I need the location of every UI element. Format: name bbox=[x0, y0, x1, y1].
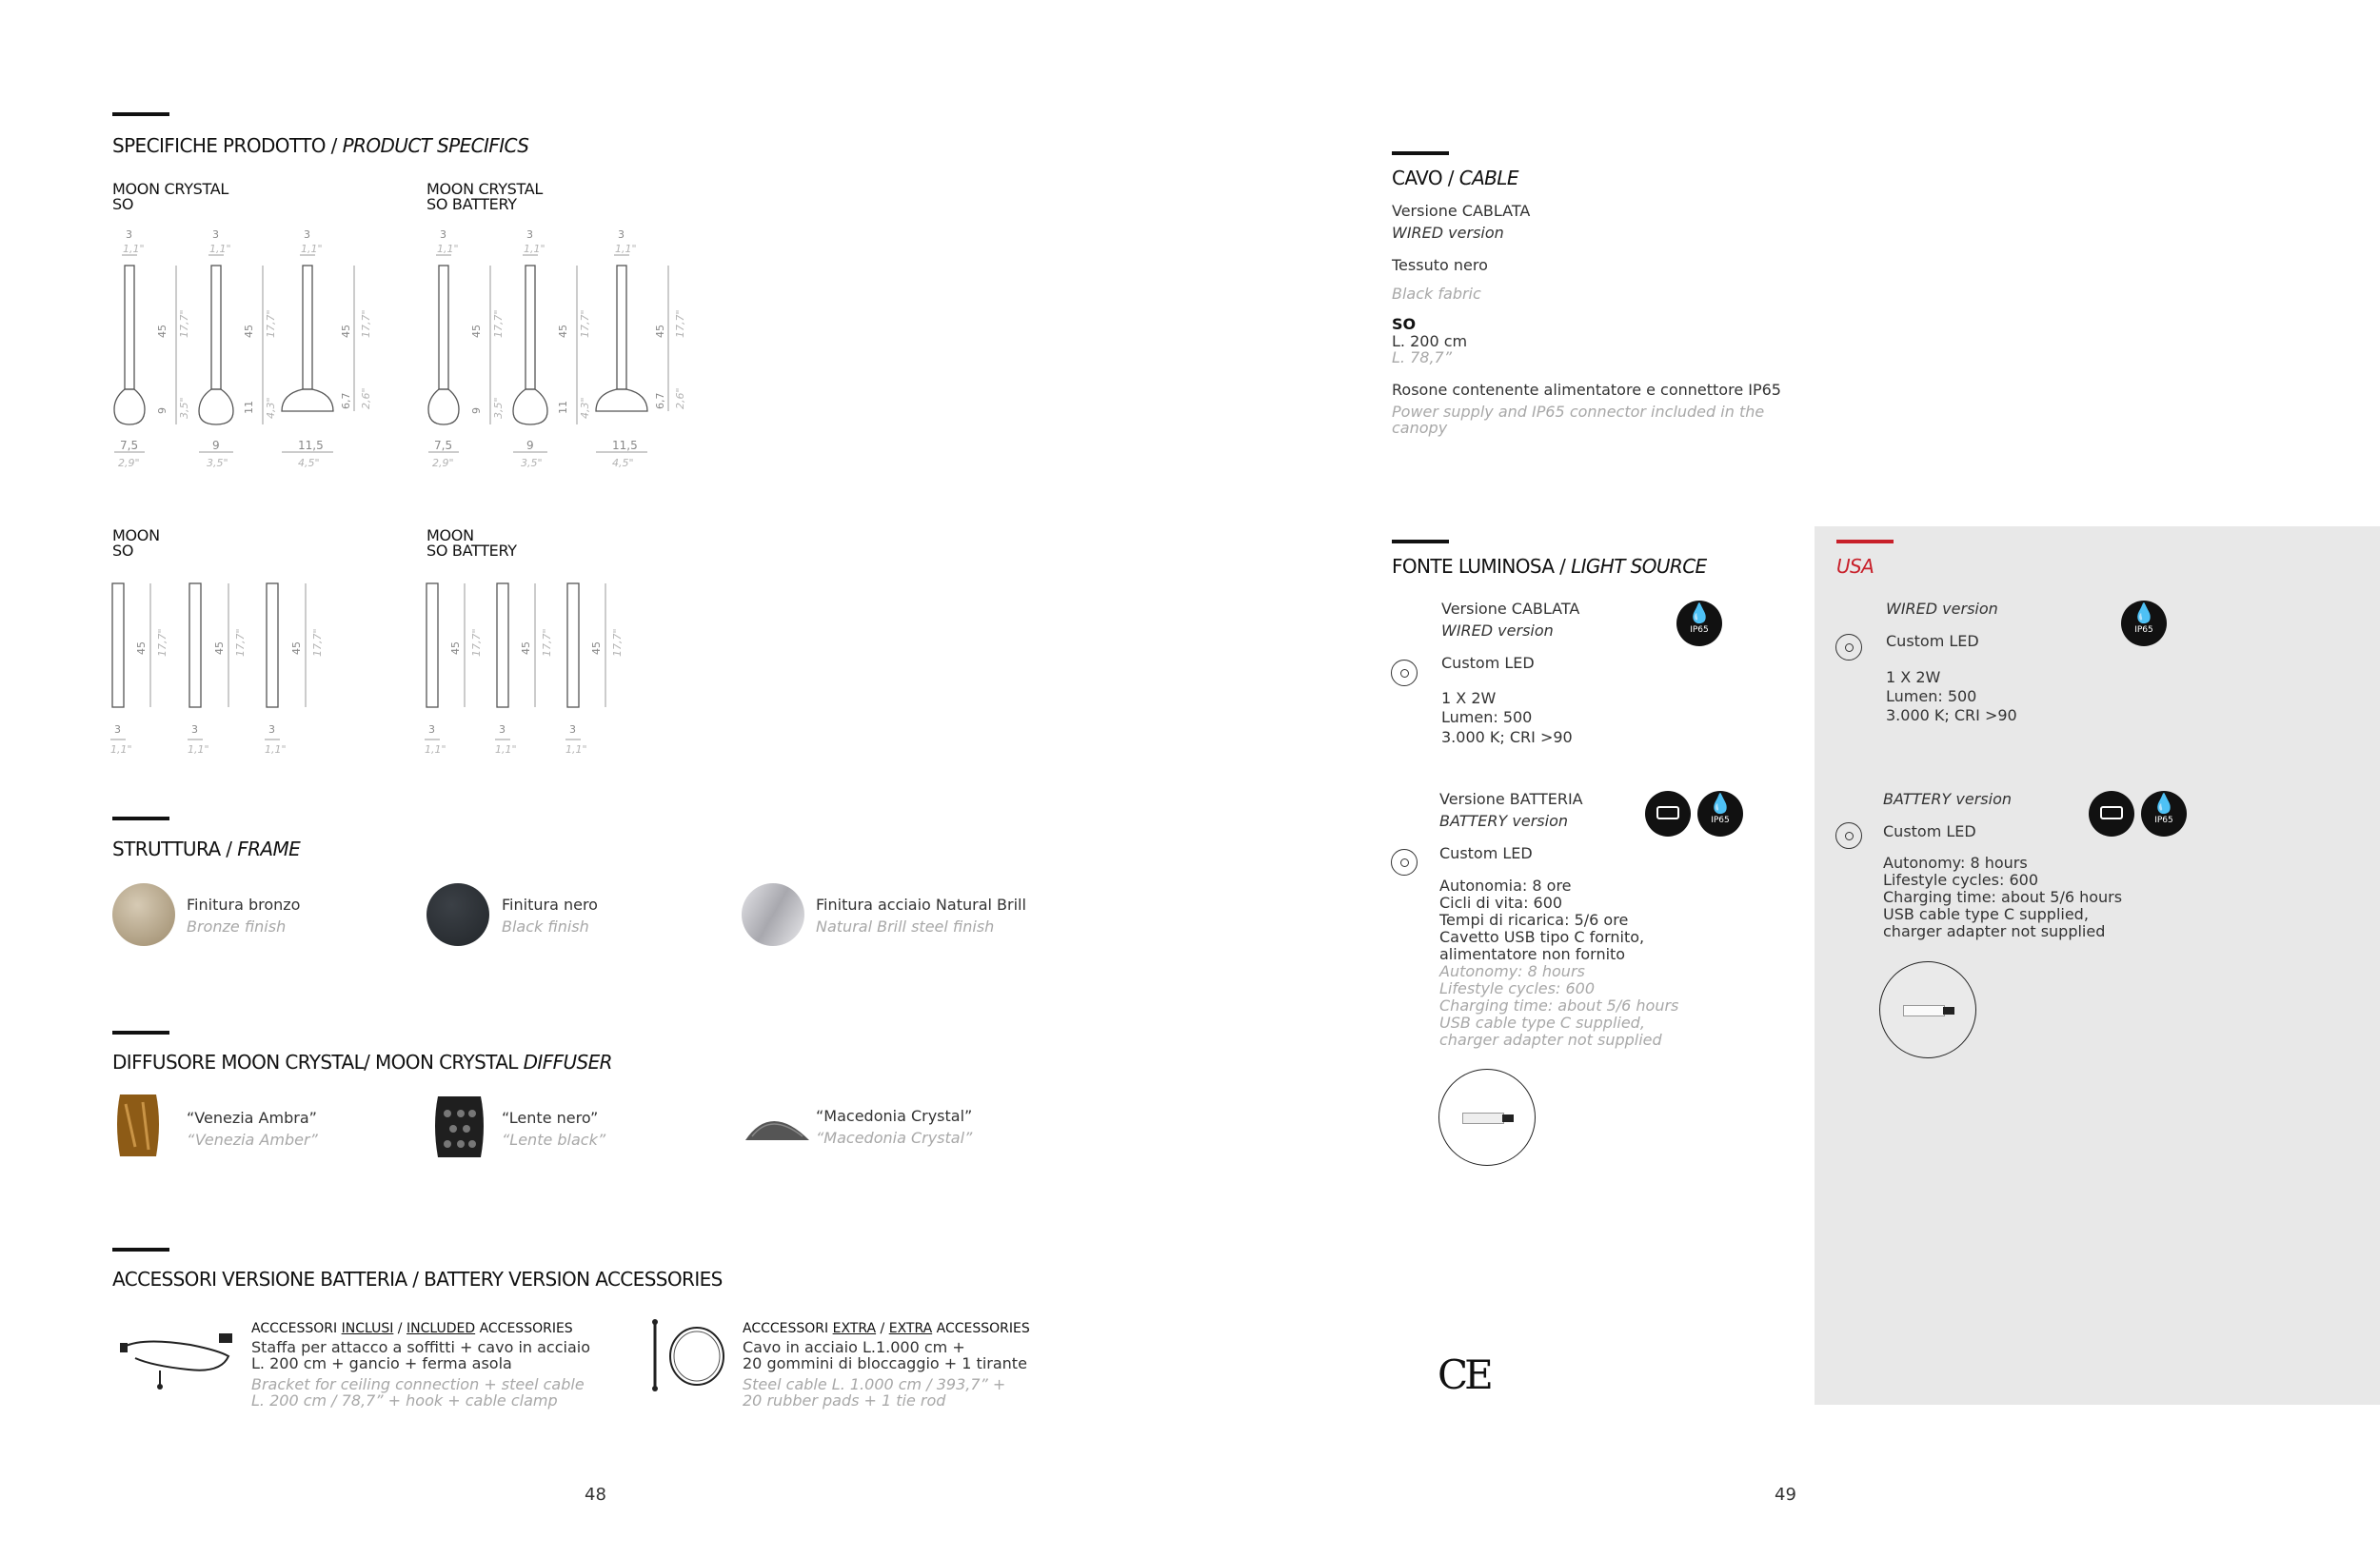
diffuser-images bbox=[0, 0, 857, 1180]
dim-label: 3 bbox=[268, 723, 275, 736]
finish-label-en: Black finish bbox=[502, 917, 589, 936]
cable-rosone-en: canopy bbox=[1392, 419, 1448, 437]
dim-label: 4,5" bbox=[298, 457, 320, 469]
dim-label: 3 bbox=[304, 228, 310, 241]
dim-label: 9 bbox=[526, 439, 534, 452]
dim-label: 45 bbox=[520, 641, 532, 655]
group-label: MOON CRYSTAL SO bbox=[112, 180, 229, 213]
dim-label: 17,7" bbox=[311, 628, 324, 657]
accessory-extra-image bbox=[647, 1318, 743, 1394]
section-bar bbox=[1392, 151, 1449, 155]
extra-text-en: 20 rubber pads + 1 tie rod bbox=[743, 1391, 946, 1410]
dim-label: 3 bbox=[114, 723, 121, 736]
ip65-icon: 💧 IP65 bbox=[1676, 601, 1722, 646]
dim-label: 1,1" bbox=[209, 243, 231, 255]
dim-label: 17,7" bbox=[674, 309, 686, 338]
dim-label: 3 bbox=[428, 723, 435, 736]
dim-label: 45 bbox=[340, 325, 352, 338]
specifics-title: SPECIFICHE PRODOTTO / PRODUCT SPECIFICS bbox=[112, 134, 529, 157]
cable-fabric: Tessuto nero bbox=[1392, 256, 1488, 274]
spec-line: alimentatore non fornito bbox=[1439, 945, 1626, 963]
spec-line: Cicli di vita: 600 bbox=[1439, 894, 1563, 912]
frame-title: STRUTTURA / FRAME bbox=[112, 838, 301, 860]
dim-label: 17,7" bbox=[360, 309, 372, 338]
finish-label: Finitura acciaio Natural Brill bbox=[816, 896, 1026, 914]
dim-label: 1,1" bbox=[110, 743, 132, 756]
spec-line: Cavetto USB tipo C fornito, bbox=[1439, 928, 1645, 946]
spec-line: Charging time: about 5/6 hours bbox=[1883, 888, 2123, 906]
dim-label: 45 bbox=[654, 325, 666, 338]
spec-line: Tempi di ricarica: 5/6 ore bbox=[1439, 911, 1629, 929]
dim-label: 3 bbox=[618, 228, 625, 241]
dim-label: 17,7" bbox=[470, 628, 483, 657]
dim-label: 1,1" bbox=[437, 243, 459, 255]
dim-label: 45 bbox=[156, 325, 169, 338]
ip65-icon: 💧 IP65 bbox=[2121, 601, 2167, 646]
diffuser-label: “Macedonia Crystal” bbox=[816, 1107, 973, 1125]
cable-rosone-en: Power supply and IP65 connector included in the bbox=[1392, 403, 1765, 421]
extra-head: ACCCESSORI EXTRA / EXTRA ACCESSORIES bbox=[743, 1321, 1030, 1336]
usa-title: USA bbox=[1836, 555, 1874, 578]
dim-label: 45 bbox=[290, 641, 303, 655]
led-icon bbox=[1835, 634, 1862, 661]
dim-label: 7,5 bbox=[120, 439, 139, 452]
led-cri: 3.000 K; CRI >90 bbox=[1441, 728, 1573, 746]
included-text: Staffa per attacco a soffitti + cavo in acciaio bbox=[251, 1338, 590, 1356]
usa-led-cri: 3.000 K; CRI >90 bbox=[1886, 706, 2017, 724]
battery-icon bbox=[1645, 791, 1691, 837]
cable-rosone: Rosone contenente alimentatore e connettore IP65 bbox=[1392, 381, 1781, 399]
ip65-icon: 💧 IP65 bbox=[1697, 791, 1743, 837]
dim-label: 2,6" bbox=[674, 387, 686, 409]
included-text-en: L. 200 cm / 78,7” + hook + cable clamp bbox=[251, 1391, 558, 1410]
diffuser-title: DIFFUSORE MOON CRYSTAL/ MOON CRYSTAL DIFFUSER bbox=[112, 1051, 612, 1074]
led-icon bbox=[1835, 822, 1862, 849]
dim-label: 45 bbox=[213, 641, 226, 655]
led-type: Custom LED bbox=[1441, 654, 1535, 672]
page-number: 48 bbox=[585, 1485, 606, 1505]
spec-line: USB cable type C supplied, bbox=[1883, 905, 2089, 923]
led-icon bbox=[1391, 849, 1418, 876]
usa-led-type: Custom LED bbox=[1886, 632, 1979, 650]
dim-label: 4,5" bbox=[612, 457, 634, 469]
usa-wired-version: WIRED version bbox=[1886, 600, 1998, 618]
ce-mark: CE bbox=[1438, 1351, 1490, 1398]
dim-label: 9 bbox=[470, 407, 483, 414]
battery-version: Versione BATTERIA bbox=[1439, 790, 1583, 808]
spec-line: Lifestyle cycles: 600 bbox=[1883, 871, 2038, 889]
dim-label: 2,6" bbox=[360, 387, 372, 409]
dim-label: 45 bbox=[557, 325, 569, 338]
dim-label: 17,7" bbox=[234, 628, 247, 657]
dim-label: 45 bbox=[243, 325, 255, 338]
dim-label: 3 bbox=[440, 228, 446, 241]
section-bar bbox=[1392, 540, 1449, 543]
dim-label: 6,7 bbox=[654, 392, 666, 409]
dim-label: 45 bbox=[449, 641, 462, 655]
spec-line: Autonomy: 8 hours bbox=[1883, 854, 2028, 872]
dim-label: 45 bbox=[135, 641, 148, 655]
ip65-icon: 💧 IP65 bbox=[2141, 791, 2187, 837]
dim-label: 3 bbox=[526, 228, 533, 241]
battery-specs-en bbox=[1439, 963, 1678, 1049]
usa-led-lumen: Lumen: 500 bbox=[1886, 687, 1977, 705]
dim-label: 11,5 bbox=[298, 439, 324, 452]
dim-label: 3 bbox=[499, 723, 506, 736]
usa-led-type: Custom LED bbox=[1883, 822, 1976, 840]
led-lumen: Lumen: 500 bbox=[1441, 708, 1533, 726]
venezia-amber-diffuser bbox=[117, 1095, 159, 1156]
diffuser-label: “Venezia Ambra” bbox=[187, 1109, 317, 1127]
spec-line: Autonomy: 8 hours bbox=[1439, 962, 1585, 980]
battery-icon bbox=[2089, 791, 2134, 837]
cable-version-en: WIRED version bbox=[1392, 224, 1504, 242]
included-text-en: Bracket for ceiling connection + steel cable bbox=[251, 1375, 585, 1393]
page-number: 49 bbox=[1775, 1485, 1796, 1505]
dim-label: 17,7" bbox=[579, 309, 591, 338]
dim-label: 1,1" bbox=[188, 743, 209, 756]
cable-length: L. 200 cm bbox=[1392, 332, 1468, 350]
dim-label: 17,7" bbox=[492, 309, 505, 338]
dim-label: 3 bbox=[569, 723, 576, 736]
dim-label: 1,1" bbox=[565, 743, 587, 756]
spec-line: Autonomia: 8 ore bbox=[1439, 877, 1572, 895]
usa-battery-specs bbox=[1883, 855, 2122, 940]
dim-label: 9 bbox=[212, 439, 220, 452]
dim-label: 1,1" bbox=[123, 243, 145, 255]
usa-led-power: 1 X 2W bbox=[1886, 668, 1941, 686]
dim-label: 9 bbox=[156, 407, 169, 414]
dim-label: 3 bbox=[212, 228, 219, 241]
section-bar bbox=[1836, 540, 1894, 543]
led-type: Custom LED bbox=[1439, 844, 1533, 862]
diffuser-label-en: “Macedonia Crystal” bbox=[816, 1129, 973, 1147]
extra-text: Cavo in acciaio L.1.000 cm + bbox=[743, 1338, 965, 1356]
battery-version-en: BATTERY version bbox=[1439, 812, 1568, 830]
dim-label: 1,1" bbox=[301, 243, 323, 255]
group-label: MOON SO bbox=[112, 526, 160, 560]
extra-text: 20 gommini di bloccaggio + 1 tirante bbox=[743, 1354, 1027, 1372]
dim-label: 1,1" bbox=[495, 743, 517, 756]
dim-label: 45 bbox=[590, 641, 603, 655]
finish-label-en: Bronze finish bbox=[187, 917, 287, 936]
dim-label: 3,5" bbox=[207, 457, 228, 469]
spec-line: charger adapter not supplied bbox=[1883, 922, 2106, 940]
wired-version-en: WIRED version bbox=[1441, 621, 1554, 640]
dim-label: 17,7" bbox=[611, 628, 624, 657]
cable-so: SO bbox=[1392, 315, 1417, 333]
accessories-title: ACCESSORI VERSIONE BATTERIA / BATTERY VERSION ACCESSORIES bbox=[112, 1268, 723, 1291]
usb-cable-image bbox=[1879, 961, 1976, 1058]
usa-panel bbox=[1815, 526, 2380, 1405]
dim-label: 1,1" bbox=[265, 743, 287, 756]
spec-line: Lifestyle cycles: 600 bbox=[1439, 979, 1595, 997]
spec-line: charger adapter not supplied bbox=[1439, 1031, 1662, 1049]
spec-line: USB cable type C supplied, bbox=[1439, 1014, 1645, 1032]
dim-label: 3 bbox=[191, 723, 198, 736]
dim-label: 4,3" bbox=[579, 397, 591, 419]
finish-label: Finitura nero bbox=[502, 896, 598, 914]
cable-length-in: L. 78,7” bbox=[1392, 348, 1452, 366]
dim-label: 4,3" bbox=[265, 397, 277, 419]
dim-label: 17,7" bbox=[178, 309, 190, 338]
finish-label: Finitura bronzo bbox=[187, 896, 301, 914]
dim-label: 6,7 bbox=[340, 392, 352, 409]
accessory-included-image bbox=[114, 1318, 248, 1394]
spec-line: Charging time: about 5/6 hours bbox=[1439, 996, 1679, 1015]
light-title: FONTE LUMINOSA / LIGHT SOURCE bbox=[1392, 555, 1707, 578]
cable-version: Versione CABLATA bbox=[1392, 202, 1531, 220]
group-label: MOON SO BATTERY bbox=[426, 526, 517, 560]
extra-text-en: Steel cable L. 1.000 cm / 393,7” + bbox=[743, 1375, 1006, 1393]
cable-fabric-en: Black fabric bbox=[1392, 285, 1481, 303]
dim-label: 17,7" bbox=[156, 628, 169, 657]
wired-version: Versione CABLATA bbox=[1441, 600, 1580, 618]
led-icon bbox=[1391, 660, 1418, 686]
dim-label: 45 bbox=[470, 325, 483, 338]
included-text: L. 200 cm + gancio + ferma asola bbox=[251, 1354, 512, 1372]
dim-label: 3 bbox=[126, 228, 132, 241]
group-label: MOON CRYSTAL SO BATTERY bbox=[426, 180, 544, 213]
dim-label: 17,7" bbox=[541, 628, 553, 657]
dim-label: 1,1" bbox=[425, 743, 446, 756]
dim-label: 1,1" bbox=[615, 243, 637, 255]
diffuser-label: “Lente nero” bbox=[502, 1109, 599, 1127]
dim-label: 3,5" bbox=[521, 457, 543, 469]
led-power: 1 X 2W bbox=[1441, 689, 1497, 707]
usb-cable-image bbox=[1438, 1069, 1536, 1166]
dim-label: 11 bbox=[243, 401, 255, 414]
dim-label: 11 bbox=[557, 401, 569, 414]
cable-title: CAVO / CABLE bbox=[1392, 167, 1518, 189]
usa-battery-version: BATTERY version bbox=[1883, 790, 2012, 808]
dim-label: 7,5 bbox=[434, 439, 453, 452]
dim-label: 17,7" bbox=[265, 309, 277, 338]
section-bar bbox=[112, 1248, 169, 1252]
diffuser-label-en: “Lente black” bbox=[502, 1131, 606, 1149]
lente-black-diffuser bbox=[435, 1096, 484, 1157]
dim-label: 11,5 bbox=[612, 439, 638, 452]
dim-label: 1,1" bbox=[524, 243, 545, 255]
dim-label: 3,5" bbox=[178, 397, 190, 419]
battery-specs-it bbox=[1439, 878, 1644, 963]
diffuser-label-en: “Venezia Amber” bbox=[187, 1131, 318, 1149]
finish-label-en: Natural Brill steel finish bbox=[816, 917, 995, 936]
included-head: ACCCESSORI INCLUSI / INCLUDED ACCESSORIES bbox=[251, 1321, 573, 1336]
dim-label: 2,9" bbox=[118, 457, 140, 469]
dim-label: 3,5" bbox=[492, 397, 505, 419]
dim-label: 2,9" bbox=[432, 457, 454, 469]
